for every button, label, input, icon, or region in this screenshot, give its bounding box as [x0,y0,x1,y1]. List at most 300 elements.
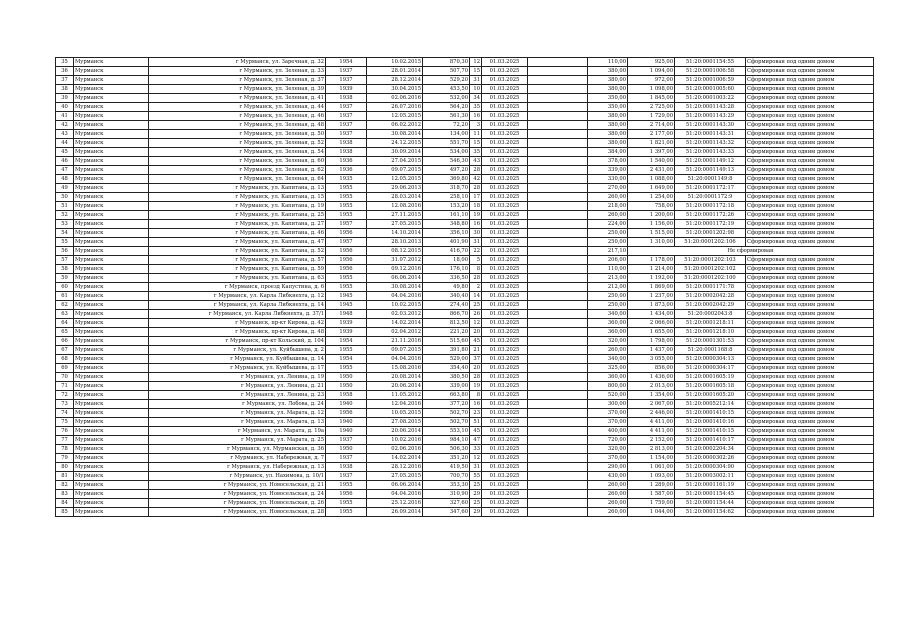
build-year-cell: 1955 [326,364,367,373]
blank-cell [528,175,588,184]
count-cell: 31 [470,238,482,247]
status-cell: Сформирован под одним домом [746,490,874,499]
count-cell: 25 [470,481,482,490]
count-cell: 34 [470,94,482,103]
status-cell: Сформирован под одним домом [746,211,874,220]
address-cell: г Мурманск, ул. Набережная, д. 13 [149,463,326,472]
status-cell: Сформирован под одним домом [746,274,874,283]
blank-cell [528,355,588,364]
registration-date-cell: 12.04.2016 [367,400,423,409]
blank-cell [528,337,588,346]
registration-date-cell: 29.06.2013 [367,184,423,193]
value-cell: 1 044,00 [628,508,675,517]
address-cell: г Мурманск, ул. Новосельская, д. 21 [149,481,326,490]
plan-date-cell: 01.03.2025 [482,310,528,319]
row-number-cell: 36 [56,67,74,76]
city-cell: Мурманск [74,202,149,211]
cadastral-number-cell: 51:20:0001154:62 [675,508,746,517]
row-number-cell: 51 [56,202,74,211]
table-row [56,67,874,76]
address-cell: г Мурманск, ул. Зеленая, д. 37 [149,76,326,85]
city-cell: Мурманск [74,472,149,481]
total-area-cell: 534,00 [423,148,470,157]
registration-date-cell: 26.09.2014 [367,508,423,517]
address-cell: г Мурманск, пр-кт Кирова, д. 42 [149,319,326,328]
value-cell: 1 354,00 [628,391,675,400]
plan-date-cell: 01.03.2025 [482,472,528,481]
value-cell: 1 397,00 [628,148,675,157]
city-cell: Мурманск [74,508,149,517]
cadastral-number-cell: 51:20:0002043:8 [675,310,746,319]
blank-cell [528,346,588,355]
address-cell: г Мурманск, ул. Капитана, д. 13 [149,184,326,193]
blank-cell [528,148,588,157]
row-number-cell: 38 [56,85,74,94]
plot-area-cell: 350,00 [588,94,628,103]
row-number-cell: 49 [56,184,74,193]
address-cell: г Мурманск, ул. Нахимова, д. 10/1 [149,472,326,481]
city-cell: Мурманск [74,373,149,382]
build-year-cell: 1936 [326,157,367,166]
registration-date-cell: 28.03.2014 [367,193,423,202]
value-cell: 1 434,00 [628,310,675,319]
build-year-cell: 1940 [326,427,367,436]
city-cell: Мурманск [74,211,149,220]
cadastral-number-cell: 51:20:0001301:53 [675,337,746,346]
table-row [56,202,874,211]
build-year-cell: 1938 [326,463,367,472]
status-cell: Сформирован под одним домом [746,139,874,148]
plan-date-cell: 01.03.2025 [482,193,528,202]
plan-date-cell: 01.03.2025 [482,130,528,139]
registration-date-cell: 09.12.2016 [367,265,423,274]
address-cell: г Мурманск, пр-кт Кирова, д. 48 [149,328,326,337]
row-number-cell: 85 [56,508,74,517]
plan-date-cell: 01.03.2025 [482,301,528,310]
plan-date-cell: 01.03.2025 [482,319,528,328]
row-number-cell: 79 [56,454,74,463]
build-year-cell: 1945 [326,301,367,310]
build-year-cell: 1955 [326,346,367,355]
value-cell: 972,00 [628,76,675,85]
status-cell: Сформирован под одним домом [746,58,874,67]
value-cell: 2 177,00 [628,130,675,139]
cadastral-number-cell: 51:20:0001605:19 [675,373,746,382]
status-cell: Сформирован под одним домом [746,94,874,103]
blank-cell [528,274,588,283]
count-cell: 28 [470,166,482,175]
total-area-cell: 327,60 [423,499,470,508]
blank-cell [528,373,588,382]
cadastral-number-cell: 51:20:0001202:106 [675,238,746,247]
city-cell: Мурманск [74,337,149,346]
build-year-cell: 1955 [326,283,367,292]
value-cell: 3 055,00 [628,355,675,364]
table-row [56,256,874,265]
value-cell: 1 098,00 [628,85,675,94]
build-year-cell: 1957 [326,220,367,229]
registration-date-cell: 09.07.2015 [367,166,423,175]
registration-date-cell: 02.06.2016 [367,445,423,454]
value-cell: 1 540,00 [628,157,675,166]
build-year-cell: 1956 [326,265,367,274]
total-area-cell: 419,50 [423,463,470,472]
status-cell: Сформирован под одним домом [746,481,874,490]
plot-area-cell: 260,00 [588,481,628,490]
total-area-cell: 72,20 [423,121,470,130]
total-area-cell: 453,50 [423,85,470,94]
blank-cell [528,499,588,508]
plot-area-cell: 360,00 [588,328,628,337]
build-year-cell: 1940 [326,418,367,427]
value-cell: 856,00 [628,364,675,373]
plot-area-cell: 430,00 [588,472,628,481]
row-number-cell: 46 [56,157,74,166]
cadastral-number-cell: 51:20:0001218:11 [675,319,746,328]
city-cell: Мурманск [74,139,149,148]
city-cell: Мурманск [74,76,149,85]
row-number-cell: 42 [56,121,74,130]
plan-date-cell: 01.03.2025 [482,184,528,193]
count-cell: 29 [470,490,482,499]
count-cell: 15 [470,67,482,76]
city-cell: Мурманск [74,94,149,103]
address-cell: г Мурманск, ул. Капитана, д. 46 [149,229,326,238]
build-year-cell: 1956 [326,409,367,418]
plan-date-cell: 01.03.2025 [482,463,528,472]
table-row [56,301,874,310]
city-cell: Мурманск [74,229,149,238]
city-cell: Мурманск [74,166,149,175]
table-row [56,94,874,103]
count-cell: 33 [470,445,482,454]
count-cell: 5 [470,256,482,265]
blank-cell [528,112,588,121]
city-cell: Мурманск [74,490,149,499]
plot-area-cell: 224,00 [588,220,628,229]
cadastral-number-cell: 51:20:0002042:28 [675,292,746,301]
plot-area-cell: 250,00 [588,238,628,247]
build-year-cell: 1939 [326,85,367,94]
blank-cell [528,508,588,517]
plot-area-cell: 260,00 [588,193,628,202]
cadastral-number-cell: 51:20:0001172:19 [675,220,746,229]
city-cell: Мурманск [74,382,149,391]
blank-cell [528,265,588,274]
build-year-cell: 1956 [326,229,367,238]
cadastral-number-cell: 51:20:0001171:78 [675,283,746,292]
status-cell: Сформирован под одним домом [746,157,874,166]
city-cell: Мурманск [74,274,149,283]
plot-area-cell: 380,00 [588,76,628,85]
address-cell: г Мурманск, ул. Зеленая, д. 52 [149,139,326,148]
plan-date-cell: 01.03.2025 [482,292,528,301]
plot-area-cell: 340,00 [588,310,628,319]
plan-date-cell: 01.03.2025 [482,256,528,265]
registration-date-cell: 10.02.2015 [367,58,423,67]
address-cell: г Мурманск, ул. Набережная, д. 7 [149,454,326,463]
plot-area-cell: 218,00 [588,202,628,211]
count-cell: 8 [470,265,482,274]
address-cell: г Мурманск, ул. Зеленая, д. 48 [149,121,326,130]
registration-date-cell: 12.08.2016 [367,202,423,211]
blank-cell [528,391,588,400]
city-cell: Мурманск [74,445,149,454]
build-year-cell: 1940 [326,400,367,409]
table-row [56,175,874,184]
total-area-cell: 153,20 [423,202,470,211]
plot-area-cell: 380,00 [588,139,628,148]
build-year-cell: 1956 [326,256,367,265]
build-year-cell: 1937 [326,454,367,463]
city-cell: Мурманск [74,148,149,157]
value-cell: 2 152,00 [628,436,675,445]
plan-date-cell: 01.03.2025 [482,211,528,220]
cadastral-number-cell: 51:20:0001410:16 [675,418,746,427]
plot-area-cell: 320,00 [588,337,628,346]
count-cell: 42 [470,175,482,184]
row-number-cell: 83 [56,490,74,499]
row-number-cell: 61 [56,292,74,301]
status-cell: Сформирован под одним домом [746,103,874,112]
table-row [56,364,874,373]
plot-area-cell: 380,00 [588,121,628,130]
build-year-cell: 1938 [326,148,367,157]
count-cell: 19 [470,382,482,391]
blank-cell [528,328,588,337]
plan-date-cell: 01.03.2025 [482,418,528,427]
address-cell: г Мурманск, ул. Заречная, д. 32 [149,58,326,67]
total-area-cell: 339,00 [423,382,470,391]
total-area-cell: 401,90 [423,238,470,247]
cadastral-number-cell: 51:20:0001410:15 [675,427,746,436]
row-number-cell: 70 [56,373,74,382]
total-area-cell: 353,30 [423,481,470,490]
table-row [56,139,874,148]
address-cell: г Мурманск, ул. Капитана, д. 27 [149,220,326,229]
city-cell: Мурманск [74,409,149,418]
total-area-cell: 497,20 [423,166,470,175]
table-row [56,130,874,139]
plot-area-cell: 380,00 [588,85,628,94]
address-cell: г Мурманск, ул. Капитана, д. 47 [149,238,326,247]
row-number-cell: 66 [56,337,74,346]
registration-date-cell: 10.05.2015 [367,409,423,418]
count-cell: 12 [470,58,482,67]
build-year-cell: 1957 [326,238,367,247]
city-cell: Мурманск [74,346,149,355]
address-cell: г Мурманск, ул. Капитана, д. 59 [149,265,326,274]
table-row [56,265,874,274]
cadastral-number-cell: 51:20:0001149:12 [675,157,746,166]
registration-date-cell: 12.05.2015 [367,175,423,184]
registration-date-cell: 02.03.2012 [367,310,423,319]
status-cell: Сформирован под одним домом [746,508,874,517]
value-cell: 1 845,00 [628,94,675,103]
table-row [56,166,874,175]
status-cell: Сформирован под одним домом [746,427,874,436]
address-cell: г Мурманск, ул. Новосельская, д. 24 [149,490,326,499]
registration-date-cell: 20.08.2014 [367,373,423,382]
registration-date-cell: 27.04.2015 [367,157,423,166]
blank-cell [528,166,588,175]
city-cell: Мурманск [74,175,149,184]
status-cell: Сформирован под одним домом [746,463,874,472]
row-number-cell: 56 [56,247,74,256]
blank-cell [528,229,588,238]
blank-cell [528,292,588,301]
total-area-cell: 529,20 [423,76,470,85]
cadastral-number-cell: 51:20:0001003:22 [675,94,746,103]
count-cell: 3 [470,121,482,130]
cadastral-number-cell: 51:20:0001154:45 [675,490,746,499]
total-area-cell: 870,30 [423,58,470,67]
city-cell: Мурманск [74,193,149,202]
registration-date-cell: 27.11.2015 [367,211,423,220]
cadastral-number-cell: 51:20:0001202:102 [675,265,746,274]
registration-date-cell: 09.07.2015 [367,346,423,355]
cadastral-number-cell: 51:20:0001202:100 [675,274,746,283]
row-number-cell: 37 [56,76,74,85]
status-cell: Сформирован под одним домом [746,301,874,310]
city-cell: Мурманск [74,364,149,373]
plan-date-cell: 01.03.2025 [482,238,528,247]
row-number-cell: 58 [56,265,74,274]
blank-cell [528,76,588,85]
city-cell: Мурманск [74,85,149,94]
address-cell: г Мурманск, ул. Зеленая, д. 39 [149,85,326,94]
total-area-cell: 812,50 [423,319,470,328]
build-year-cell: 1945 [326,292,367,301]
cadastral-number-cell: 51:20:0001154:44 [675,499,746,508]
plan-date-cell: 01.03.2025 [482,445,528,454]
value-cell: 1 729,00 [628,112,675,121]
registration-date-cell: 30.04.2015 [367,85,423,94]
plan-date-cell: 01.03.2025 [482,175,528,184]
build-year-cell: 1948 [326,310,367,319]
build-year-cell: 1937 [326,76,367,85]
plan-date-cell: 01.03.2025 [482,508,528,517]
cadastral-number-cell: 51:20:0001172:17 [675,184,746,193]
registration-date-cell: 04.04.2016 [367,292,423,301]
blank-cell [528,436,588,445]
value-cell: 1 154,00 [628,454,675,463]
city-cell: Мурманск [74,292,149,301]
status-cell: Сформирован под одним домом [746,310,874,319]
row-number-cell: 63 [56,310,74,319]
value-cell: 1 192,00 [628,274,675,283]
address-cell: г Мурманск, ул. Куйбышева, д. 14 [149,355,326,364]
count-cell: 12 [470,319,482,328]
address-cell: г Мурманск, ул. Ленина, д. 19 [149,373,326,382]
row-number-cell: 77 [56,436,74,445]
city-cell: Мурманск [74,67,149,76]
plan-date-cell: 01.03.2025 [482,112,528,121]
address-cell: г Мурманск, ул. Куйбышева, д. 17 [149,364,326,373]
registration-date-cell: 04.04.2016 [367,490,423,499]
count-cell: 16 [470,112,482,121]
value-cell: 1 200,00 [628,211,675,220]
city-cell: Мурманск [74,283,149,292]
total-area-cell: 377,20 [423,400,470,409]
address-cell: г Мурманск, ул. Карла Либкнехта, д. 37/1 [149,310,326,319]
table-row [56,310,874,319]
count-cell: 21 [470,346,482,355]
city-cell: Мурманск [74,481,149,490]
row-number-cell: 48 [56,175,74,184]
plot-area-cell: 360,00 [588,319,628,328]
blank-cell [528,121,588,130]
table-row [56,436,874,445]
table-row [56,490,874,499]
table-row [56,355,874,364]
plot-area-cell: 300,00 [588,400,628,409]
city-cell: Мурманск [74,454,149,463]
value-cell: 1 821,00 [628,139,675,148]
value-cell: 4 411,00 [628,418,675,427]
cadastral-number-cell: 51:20:0000302:26 [675,454,746,463]
table-row [56,211,874,220]
total-area-cell: 258,10 [423,193,470,202]
plan-date-cell: 01.03.2025 [482,67,528,76]
registration-date-cell: 25.12.2016 [367,499,423,508]
registration-date-cell: 30.08.2014 [367,130,423,139]
city-cell: Мурманск [74,328,149,337]
status-cell: Сформирован под одним домом [746,265,874,274]
row-number-cell: 76 [56,427,74,436]
count-cell: 30 [470,229,482,238]
total-area-cell: 553,10 [423,427,470,436]
table-row [56,229,874,238]
city-cell: Мурманск [74,463,149,472]
total-area-cell: 49,80 [423,283,470,292]
plan-date-cell: 01.03.2025 [482,94,528,103]
plan-date-cell: 01.03.2025 [482,364,528,373]
total-area-cell: 551,70 [423,139,470,148]
registration-date-cell: 11.05.2012 [367,391,423,400]
table-row [56,418,874,427]
plot-area-cell: 250,00 [588,301,628,310]
city-cell: Мурманск [74,418,149,427]
status-cell: Сформирован под одним домом [746,346,874,355]
blank-cell [528,409,588,418]
blank-cell [528,85,588,94]
build-year-cell: 1956 [326,247,367,256]
address-cell: г Мурманск, ул. Новосельская, д. 28 [149,508,326,517]
registration-date-cell: 20.06.2014 [367,382,423,391]
plot-area-cell: 270,00 [588,184,628,193]
total-area-cell: 561,30 [423,112,470,121]
value-cell: 1 310,00 [628,238,675,247]
status-cell: Сформирован под одним домом [746,436,874,445]
document-sheet [55,57,873,517]
blank-cell [528,247,588,256]
blank-cell [528,301,588,310]
plot-area-cell: 217,10 [588,247,628,256]
table-row [56,346,874,355]
row-number-cell: 65 [56,328,74,337]
total-area-cell: 18,00 [423,256,470,265]
total-area-cell: 546,30 [423,157,470,166]
build-year-cell: 1950 [326,445,367,454]
blank-cell [528,238,588,247]
build-year-cell: 1958 [326,391,367,400]
blank-cell [528,139,588,148]
registration-date-cell: 30.09.2014 [367,148,423,157]
total-area-cell: 515,60 [423,337,470,346]
status-cell: Сформирован под одним домом [746,220,874,229]
build-year-cell: 1939 [326,319,367,328]
